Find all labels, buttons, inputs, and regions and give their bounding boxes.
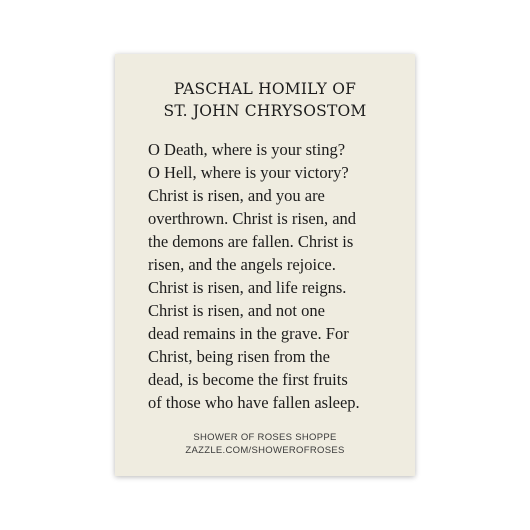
homily-line: O Hell, where is your victory? (148, 163, 349, 182)
homily-text (148, 138, 410, 414)
card-title-line: PASCHAL HOMILY OF (173, 80, 357, 98)
homily-line: risen, and the angels rejoice. (148, 255, 336, 274)
card-footer (115, 432, 415, 457)
homily-line: the demons are fallen. Christ is (148, 232, 354, 251)
shop-url: ZAZZLE.COM/SHOWEROFROSES (185, 444, 345, 456)
homily-line: overthrown. Christ is risen, and (148, 209, 357, 228)
card-title-line: ST. JOHN CHRYSOSTOM (163, 102, 367, 120)
homily-line: Christ is risen, and life reigns. (148, 278, 347, 297)
homily-line: dead, is become the first fruits (148, 370, 348, 389)
homily-line: Christ is risen, and not one (148, 301, 325, 320)
prayer-card (115, 54, 415, 476)
homily-line: Christ, being risen from the (148, 347, 330, 366)
homily-line: of those who have fallen asleep. (148, 393, 360, 412)
homily-line: Christ is risen, and you are (148, 186, 325, 205)
shop-name: SHOWER OF ROSES SHOPPE (193, 432, 337, 443)
card-title (115, 78, 415, 122)
homily-line: O Death, where is your sting? (148, 140, 346, 159)
homily-line: dead remains in the grave. For (148, 324, 349, 343)
